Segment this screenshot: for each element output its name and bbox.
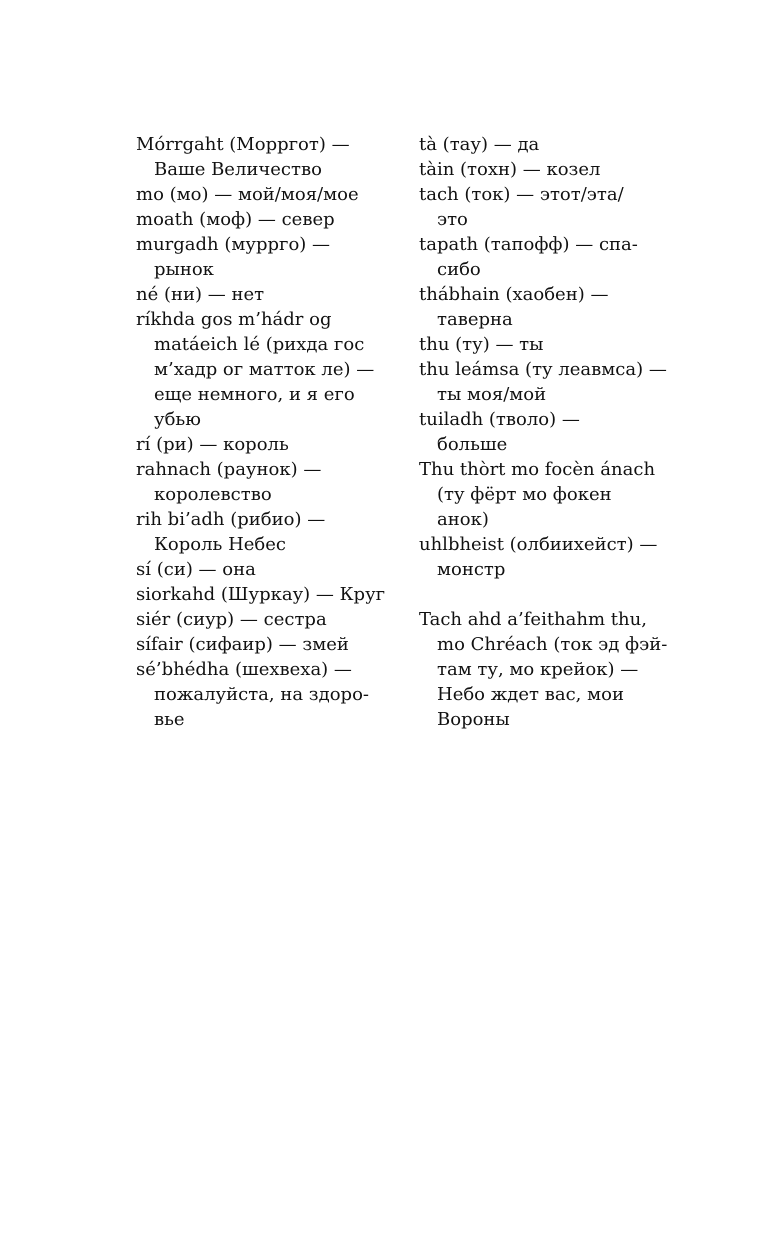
entry-continuation-line: королевство <box>154 484 272 505</box>
entry-headword-line: sífair (сифаир) — змей <box>136 634 349 655</box>
entry-continuation-line: (ту фёрт мо фокен <box>437 484 612 505</box>
glossary-right-column <box>419 132 681 732</box>
entry-headword-line: tuiladh (тволо) — <box>419 409 580 430</box>
glossary-entry <box>136 632 398 657</box>
entry-headword-line: rih bi’adh (рибио) — <box>136 509 326 530</box>
entry-headword-line: thábhain (хаобен) — <box>419 284 609 305</box>
entry-headword-line: uhlbheist (олбиихейст) — <box>419 534 658 555</box>
glossary-phrase <box>419 607 681 732</box>
glossary-left-column <box>136 132 398 732</box>
entry-headword-line: tàin (тохн) — козел <box>419 159 601 180</box>
entry-headword-line: tach (ток) — этот/эта/ <box>419 184 624 205</box>
phrase-line: там ту, мо крейок) — <box>437 659 639 680</box>
glossary-entry <box>136 282 398 307</box>
entry-continuation-line: еще немного, и я его <box>154 384 355 405</box>
entry-headword-line: murgadh (мурргo) — <box>136 234 331 255</box>
glossary-entry <box>136 232 398 282</box>
entry-headword-line: mo (мо) — мой/моя/мое <box>136 184 359 205</box>
glossary-entry <box>136 457 398 507</box>
section-gap <box>419 582 681 607</box>
glossary-entry <box>136 182 398 207</box>
entry-headword-line: moath (моф) — север <box>136 209 335 230</box>
glossary-entry <box>136 657 398 732</box>
glossary-entry <box>419 332 681 357</box>
glossary-entry <box>419 407 681 457</box>
glossary-entry <box>419 182 681 232</box>
glossary-entry <box>136 207 398 232</box>
glossary-entry <box>419 282 681 332</box>
glossary-entry <box>136 432 398 457</box>
glossary-entry <box>419 457 681 532</box>
glossary-entry <box>136 607 398 632</box>
entry-continuation-line: анок) <box>437 509 489 530</box>
glossary-entry <box>136 507 398 557</box>
glossary-entry <box>136 557 398 582</box>
entry-continuation-line: больше <box>437 434 508 455</box>
phrase-line: Tach ahd a’feithahm thu, <box>419 609 647 630</box>
entry-headword-line: né (ни) — нет <box>136 284 265 305</box>
entry-headword-line: siér (сиур) — сестра <box>136 609 327 630</box>
entry-headword-line: sé’bhédha (шехвеха) — <box>136 659 352 680</box>
glossary-entry <box>136 582 398 607</box>
entry-continuation-line: вье <box>154 709 185 730</box>
entry-headword-line: rahnach (раунок) — <box>136 459 322 480</box>
entry-continuation-line: пожалуйста, на здоро- <box>154 684 369 705</box>
phrase-line: Вороны <box>437 709 510 730</box>
glossary-entry <box>419 232 681 282</box>
entry-headword-line: thu leámsa (ту леавмса) — <box>419 359 667 380</box>
entry-continuation-line: matáeich lé (рихда гос <box>154 334 365 355</box>
entry-headword-line: sí (си) — она <box>136 559 256 580</box>
entry-continuation-line: Король Небес <box>154 534 287 555</box>
entry-continuation-line: ты моя/мой <box>437 384 547 405</box>
entry-headword-line: Mórrgaht (Морргот) — <box>136 134 350 155</box>
glossary-entry <box>136 132 398 182</box>
entry-headword-line: siorkahd (Шуркау) — Круг <box>136 584 386 605</box>
entry-headword-line: thu (ту) — ты <box>419 334 544 355</box>
phrase-line: mo Chréach (ток эд фэй- <box>437 634 668 655</box>
entry-continuation-line: это <box>437 209 468 230</box>
entry-continuation-line: монстр <box>437 559 506 580</box>
entry-continuation-line: таверна <box>437 309 513 330</box>
entry-headword-line: Thu thòrt mo focèn ánach <box>419 459 656 480</box>
phrase-line: Небо ждет вас, мои <box>437 684 624 705</box>
entry-continuation-line: сибо <box>437 259 481 280</box>
entry-continuation-line: рынок <box>154 259 214 280</box>
entry-headword-line: rí (ри) — король <box>136 434 289 455</box>
glossary-entry <box>419 532 681 582</box>
entry-continuation-line: м’хадр ог матток ле) — <box>154 359 375 380</box>
entry-continuation-line: Ваше Величество <box>154 159 322 180</box>
glossary-entry <box>419 157 681 182</box>
entry-headword-line: tapath (тапофф) — спа- <box>419 234 638 255</box>
entry-headword-line: tà (тау) — да <box>419 134 540 155</box>
glossary-entry <box>419 132 681 157</box>
glossary-entry <box>136 307 398 432</box>
glossary-entry <box>419 357 681 407</box>
entry-headword-line: ríkhda gos m’hádr og <box>136 309 332 330</box>
entry-continuation-line: убью <box>154 409 201 430</box>
